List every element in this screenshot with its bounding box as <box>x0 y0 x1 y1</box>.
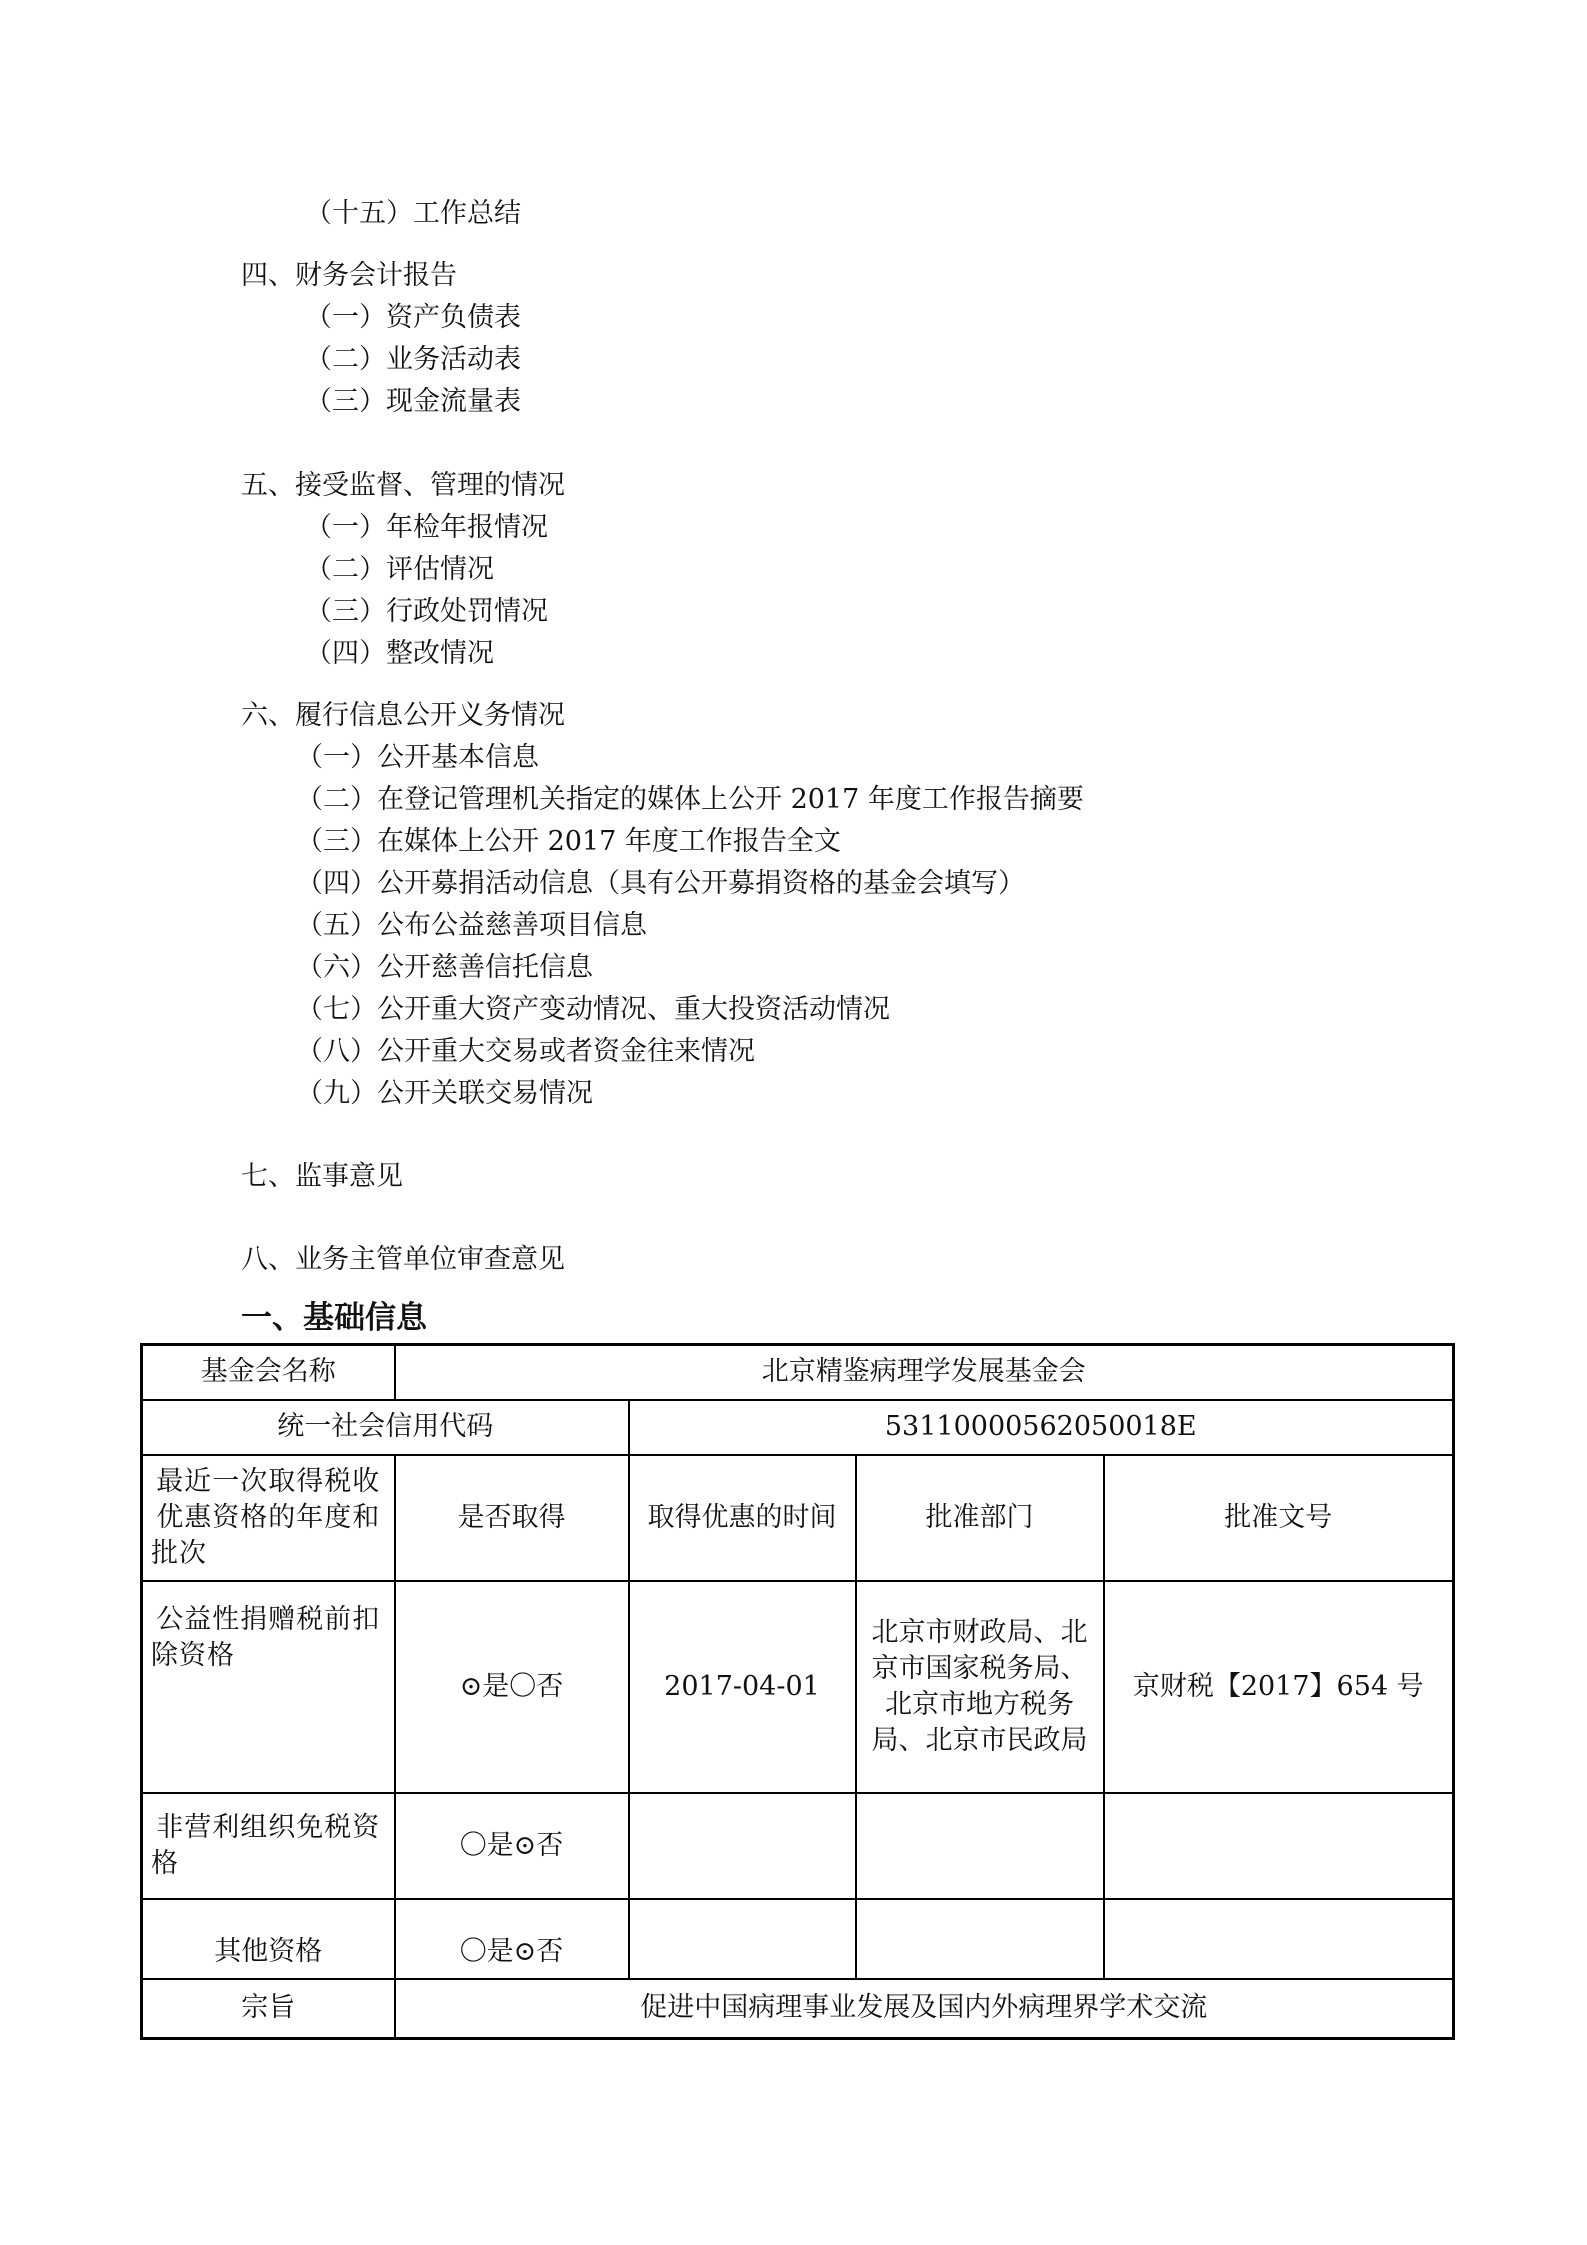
header-tax-qualification: 最近一次取得税收优惠资格的年度和批次 <box>142 1455 395 1581</box>
toc-item: （一）公开基本信息 <box>296 742 539 773</box>
toc-item: （六）公开慈善信托信息 <box>296 952 593 983</box>
row-label: 其他资格 <box>142 1899 395 1979</box>
toc-section-supervisor-opinion: 七、监事意见 <box>241 1161 403 1192</box>
toc-item: （三）在媒体上公开 2017 年度工作报告全文 <box>296 826 841 857</box>
table-row-header <box>142 1455 1454 1581</box>
header-department: 批准部门 <box>856 1455 1104 1581</box>
department-value <box>856 1793 1104 1899</box>
time-value <box>629 1793 856 1899</box>
toc-item: （三）现金流量表 <box>305 386 521 417</box>
time-value: 2017-04-01 <box>629 1581 856 1793</box>
toc-item: （四）整改情况 <box>305 638 494 669</box>
toc-section-financial-report: 四、财务会计报告 <box>241 260 457 291</box>
toc-section-disclosure: 六、履行信息公开义务情况 <box>241 700 565 731</box>
header-obtained: 是否取得 <box>395 1455 629 1581</box>
obtained-radio-group: ⊙是〇否 <box>395 1581 629 1793</box>
toc-item-work-summary: （十五）工作总结 <box>305 198 521 229</box>
document-number-value <box>1104 1899 1454 1979</box>
row-label: 公益性捐赠税前扣除资格 <box>142 1581 395 1793</box>
table-row-name <box>142 1345 1454 1400</box>
section-heading-basic-info: 一、基础信息 <box>241 1300 427 1336</box>
toc-item: （七）公开重大资产变动情况、重大投资活动情况 <box>296 994 890 1025</box>
row-label: 非营利组织免税资格 <box>142 1793 395 1899</box>
table-row <box>142 1793 1454 1899</box>
purpose-value: 促进中国病理事业发展及国内外病理界学术交流 <box>395 1979 1454 2039</box>
table-row-code <box>142 1400 1454 1455</box>
toc-item: （四）公开募捐活动信息（具有公开募捐资格的基金会填写） <box>296 868 1025 899</box>
department-value <box>856 1899 1104 1979</box>
table-row-purpose <box>142 1979 1454 2039</box>
obtained-radio-group: 〇是⊙否 <box>395 1793 629 1899</box>
name-label: 基金会名称 <box>142 1345 395 1400</box>
document-number-value <box>1104 1793 1454 1899</box>
toc-item: （一）年检年报情况 <box>305 512 548 543</box>
toc-item: （八）公开重大交易或者资金往来情况 <box>296 1036 755 1067</box>
table-row <box>142 1581 1454 1793</box>
toc-item: （五）公布公益慈善项目信息 <box>296 910 647 941</box>
obtained-radio-group: 〇是⊙否 <box>395 1899 629 1979</box>
department-value: 北京市财政局、北京市国家税务局、北京市地方税务局、北京市民政局 <box>856 1581 1104 1793</box>
document-number-value: 京财税【2017】654 号 <box>1104 1581 1454 1793</box>
toc-section-authority-review: 八、业务主管单位审查意见 <box>241 1244 565 1275</box>
table-row <box>142 1899 1454 1979</box>
purpose-label: 宗旨 <box>142 1979 395 2039</box>
header-time: 取得优惠的时间 <box>629 1455 856 1581</box>
time-value <box>629 1899 856 1979</box>
basic-info-table <box>140 1343 1455 2040</box>
toc-item: （二）在登记管理机关指定的媒体上公开 2017 年度工作报告摘要 <box>296 784 1084 815</box>
name-value: 北京精鉴病理学发展基金会 <box>395 1345 1454 1400</box>
credit-code-label: 统一社会信用代码 <box>142 1400 629 1455</box>
header-document-number: 批准文号 <box>1104 1455 1454 1581</box>
toc-item: （二）评估情况 <box>305 554 494 585</box>
toc-section-supervision: 五、接受监督、管理的情况 <box>241 470 565 501</box>
credit-code-value: 53110000562050018E <box>629 1400 1454 1455</box>
toc-item: （二）业务活动表 <box>305 344 521 375</box>
toc-item: （一）资产负债表 <box>305 302 521 333</box>
toc-item: （三）行政处罚情况 <box>305 596 548 627</box>
toc-item: （九）公开关联交易情况 <box>296 1078 593 1109</box>
